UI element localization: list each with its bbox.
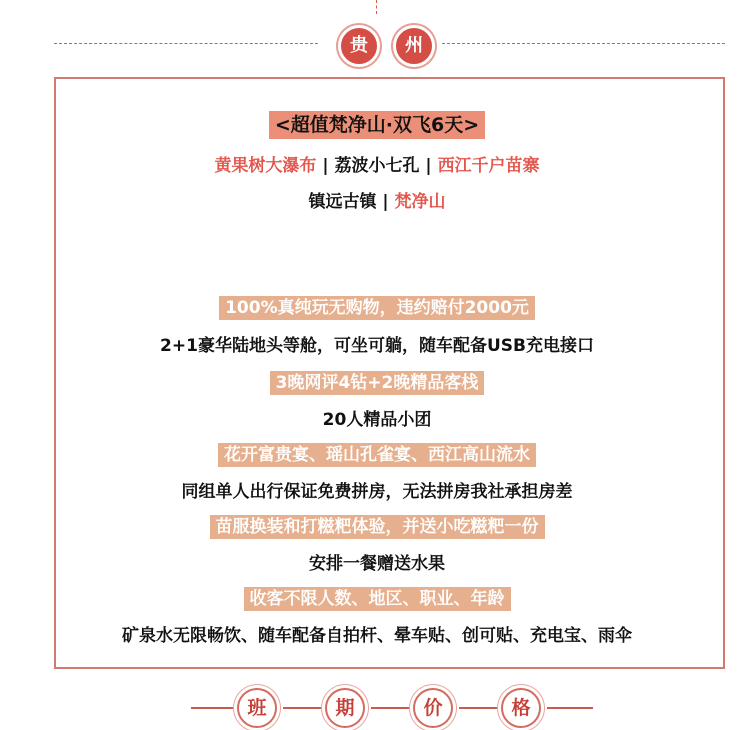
footer-line (371, 707, 413, 709)
footer-circle-ge: 格 (501, 688, 541, 728)
route-stop: 梵净山 (394, 192, 446, 212)
page-title: <超值梵净山·双飞6天> (269, 111, 485, 139)
footer-line-left (191, 707, 237, 709)
route-line-2 (0, 187, 754, 212)
feature-item: 100%真纯玩无购物，违约赔付2000元 (0, 293, 754, 318)
feature-item: 同组单人出行保证免费拼房，无法拼房我社承担房差 (181, 482, 573, 502)
feature-item: 矿泉水无限畅饮、随车配备自拍杆、晕车贴、创可贴、充电宝、雨伞 (122, 626, 632, 646)
route-stop: 西江千户苗寨 (437, 156, 540, 176)
feature-item: 3晚网评4钻+2晚精品客栈 (0, 368, 754, 393)
route-stop: 荔波小七孔 (334, 156, 420, 176)
footer-circle-qi: 期 (325, 688, 365, 728)
route-line-1 (0, 151, 754, 176)
route-separator: | (322, 156, 329, 176)
header-circle-gui: 贵 (338, 25, 380, 67)
feature-item: 安排一餐赠送水果 (309, 554, 445, 574)
route-stop: 镇远古镇 (308, 192, 377, 212)
header-circle-zhou: 州 (393, 25, 435, 67)
footer-line (283, 707, 325, 709)
route-separator: | (382, 192, 389, 212)
footer-circle-ban: 班 (237, 688, 277, 728)
footer-line (459, 707, 501, 709)
route-stop: 黄果树大瀑布 (214, 156, 317, 176)
feature-item: 收客不限人数、地区、职业、年龄 (0, 584, 754, 609)
header-dashed-line-left (54, 43, 318, 44)
header-vertical-dash (376, 0, 377, 14)
title-row (0, 110, 754, 137)
feature-item: 20人精品小团 (322, 410, 432, 430)
feature-item: 2+1豪华陆地头等舱，可坐可躺，随车配备USB充电接口 (160, 336, 594, 356)
header-dashed-line-right (442, 43, 725, 44)
route-separator: | (425, 156, 432, 176)
footer-line-right (547, 707, 593, 709)
feature-item: 花开富贵宴、瑶山孔雀宴、西江高山流水 (0, 440, 754, 465)
feature-item: 苗服换装和打糍粑体验，并送小吃糍粑一份 (0, 512, 754, 537)
footer-circle-jia: 价 (413, 688, 453, 728)
